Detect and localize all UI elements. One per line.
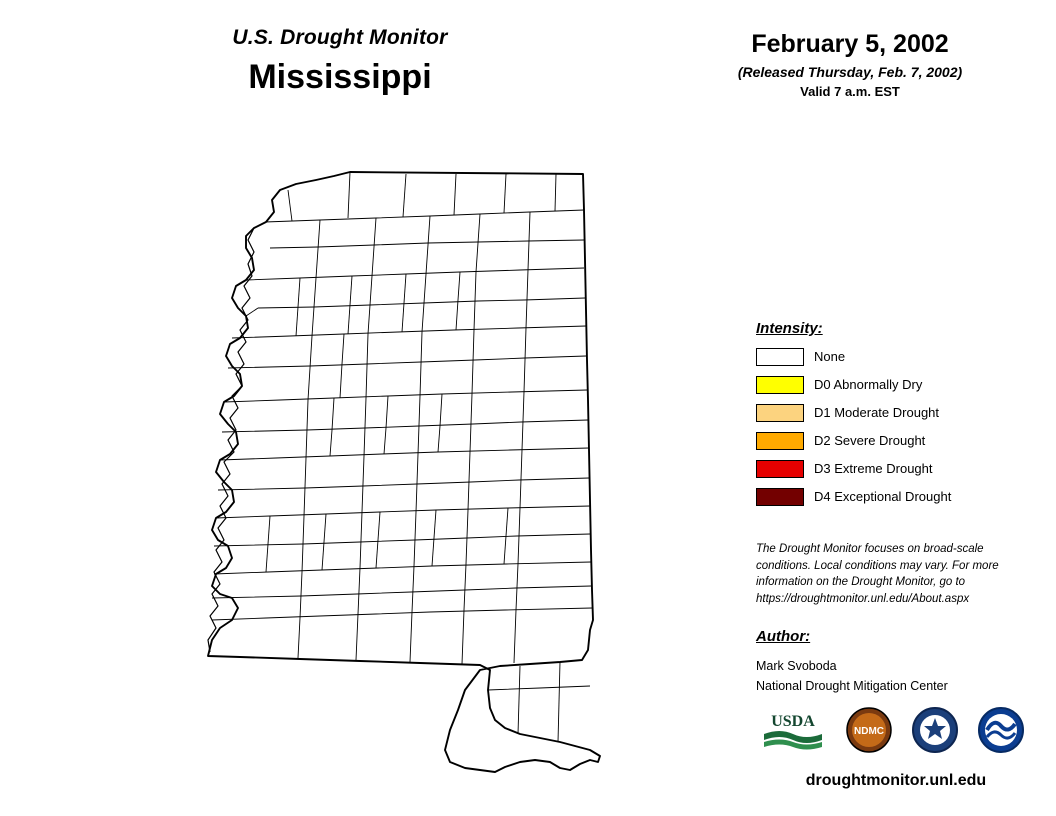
- disclaimer-text: The Drought Monitor focuses on broad-scale conditions. Local conditions may vary. For more information on the Drought Monitor, go to https://droughtmonitor.unl.edu/About.aspx: [756, 543, 999, 606]
- svg-text:USDA: USDA: [771, 713, 815, 730]
- legend-item-d3: [756, 458, 1036, 479]
- logo-strip: [760, 706, 1030, 762]
- swatch-d0: [756, 376, 804, 394]
- legend-item-d2: [756, 430, 1036, 451]
- legend-label-d0: D0 Abnormally Dry: [814, 377, 923, 392]
- date-block: [680, 30, 1020, 99]
- swatch-d3: [756, 460, 804, 478]
- mississippi-drought-map: [120, 150, 680, 800]
- legend-label-d4: D4 Exceptional Drought: [814, 489, 952, 504]
- author-block: [756, 628, 1036, 693]
- swatch-d2: [756, 432, 804, 450]
- swatch-d4: [756, 488, 804, 506]
- legend-item-none: [756, 346, 1036, 367]
- author-title: Author:: [756, 628, 811, 645]
- program-title: U.S. Drought Monitor: [232, 26, 448, 49]
- title-block: [150, 26, 530, 97]
- state-map-svg: [120, 150, 680, 800]
- legend-item-d0: [756, 374, 1036, 395]
- swatch-d1: [756, 404, 804, 422]
- usda-logo: [760, 706, 826, 754]
- ndmc-logo: [842, 706, 896, 754]
- legend-label-d2: D2 Severe Drought: [814, 433, 926, 448]
- valid-time: Valid 7 a.m. EST: [800, 84, 900, 99]
- legend-item-d1: [756, 402, 1036, 423]
- state-outline: [208, 172, 600, 772]
- author-name: Mark Svoboda: [756, 659, 837, 673]
- legend-label-none: None: [814, 349, 846, 364]
- legend-title: Intensity:: [756, 320, 823, 337]
- map-date: February 5, 2002: [751, 30, 949, 58]
- author-affiliation: National Drought Mitigation Center: [756, 679, 948, 693]
- legend-label-d1: D1 Moderate Drought: [814, 405, 940, 420]
- svg-text:NDMC: NDMC: [854, 726, 884, 737]
- release-date: (Released Thursday, Feb. 7, 2002): [737, 64, 963, 80]
- legend-label-d3: D3 Extreme Drought: [814, 461, 933, 476]
- swatch-none: [756, 348, 804, 366]
- state-title: Mississippi: [248, 58, 432, 96]
- website-url[interactable]: droughtmonitor.unl.edu: [805, 772, 987, 789]
- legend-item-d4: [756, 486, 1036, 507]
- usda-seal-logo: [908, 706, 962, 754]
- noaa-logo: [974, 706, 1028, 754]
- legend: [756, 320, 1036, 514]
